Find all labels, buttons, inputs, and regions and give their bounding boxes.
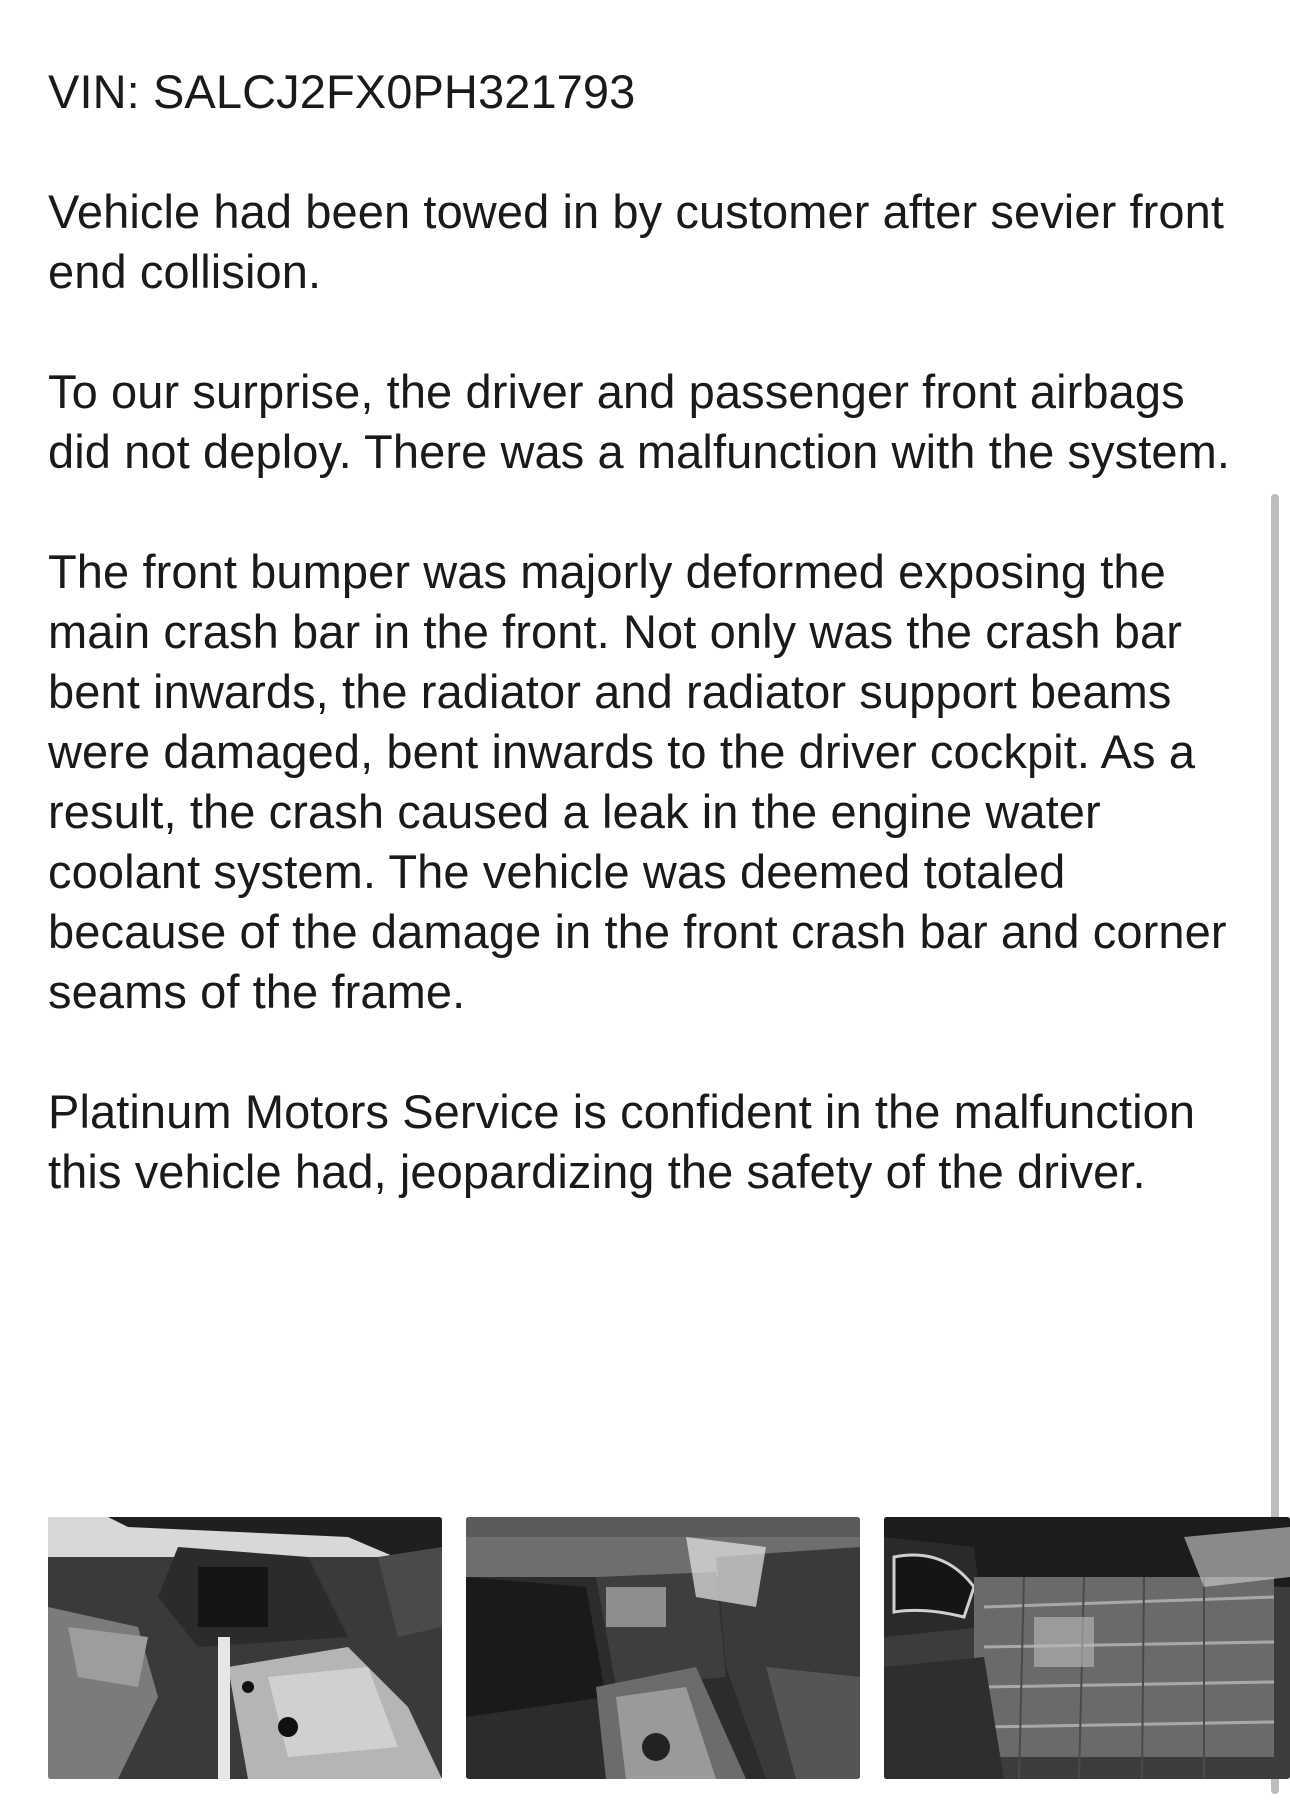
damage-photo-1[interactable]: [48, 1517, 442, 1779]
paragraph-damage: The front bumper was majorly deformed exposing the main crash bar in the front. Not only was the crash bar bent inwards, the radiator and radiator support beams were damaged, bent inwards to the driver cockpit. As a result, the crash caused a leak in the engine water coolant system. The vehicle was deemed totaled because of the damage in the front crash bar and corner seams of the frame.: [48, 545, 1227, 1018]
paragraph-towed: Vehicle had been towed in by customer after sevier front end collision.: [48, 185, 1225, 298]
damage-photo-2-icon: [466, 1517, 860, 1779]
damage-photo-3-icon: [884, 1517, 1290, 1779]
message-body: [48, 62, 1248, 1202]
vin-line: VIN: SALCJ2FX0PH321793: [48, 65, 636, 118]
damage-photo-3[interactable]: [884, 1517, 1290, 1779]
paragraph-airbags: To our surprise, the driver and passenger front airbags did not deploy. There was a malfunction with the system.: [48, 365, 1231, 478]
damage-photo-1-icon: [48, 1517, 442, 1779]
photo-attachments: [48, 1517, 1290, 1779]
paragraph-conclusion: Platinum Motors Service is confident in the malfunction this vehicle had, jeopardizing the safety of the driver.: [48, 1085, 1196, 1198]
damage-photo-2[interactable]: [466, 1517, 860, 1779]
